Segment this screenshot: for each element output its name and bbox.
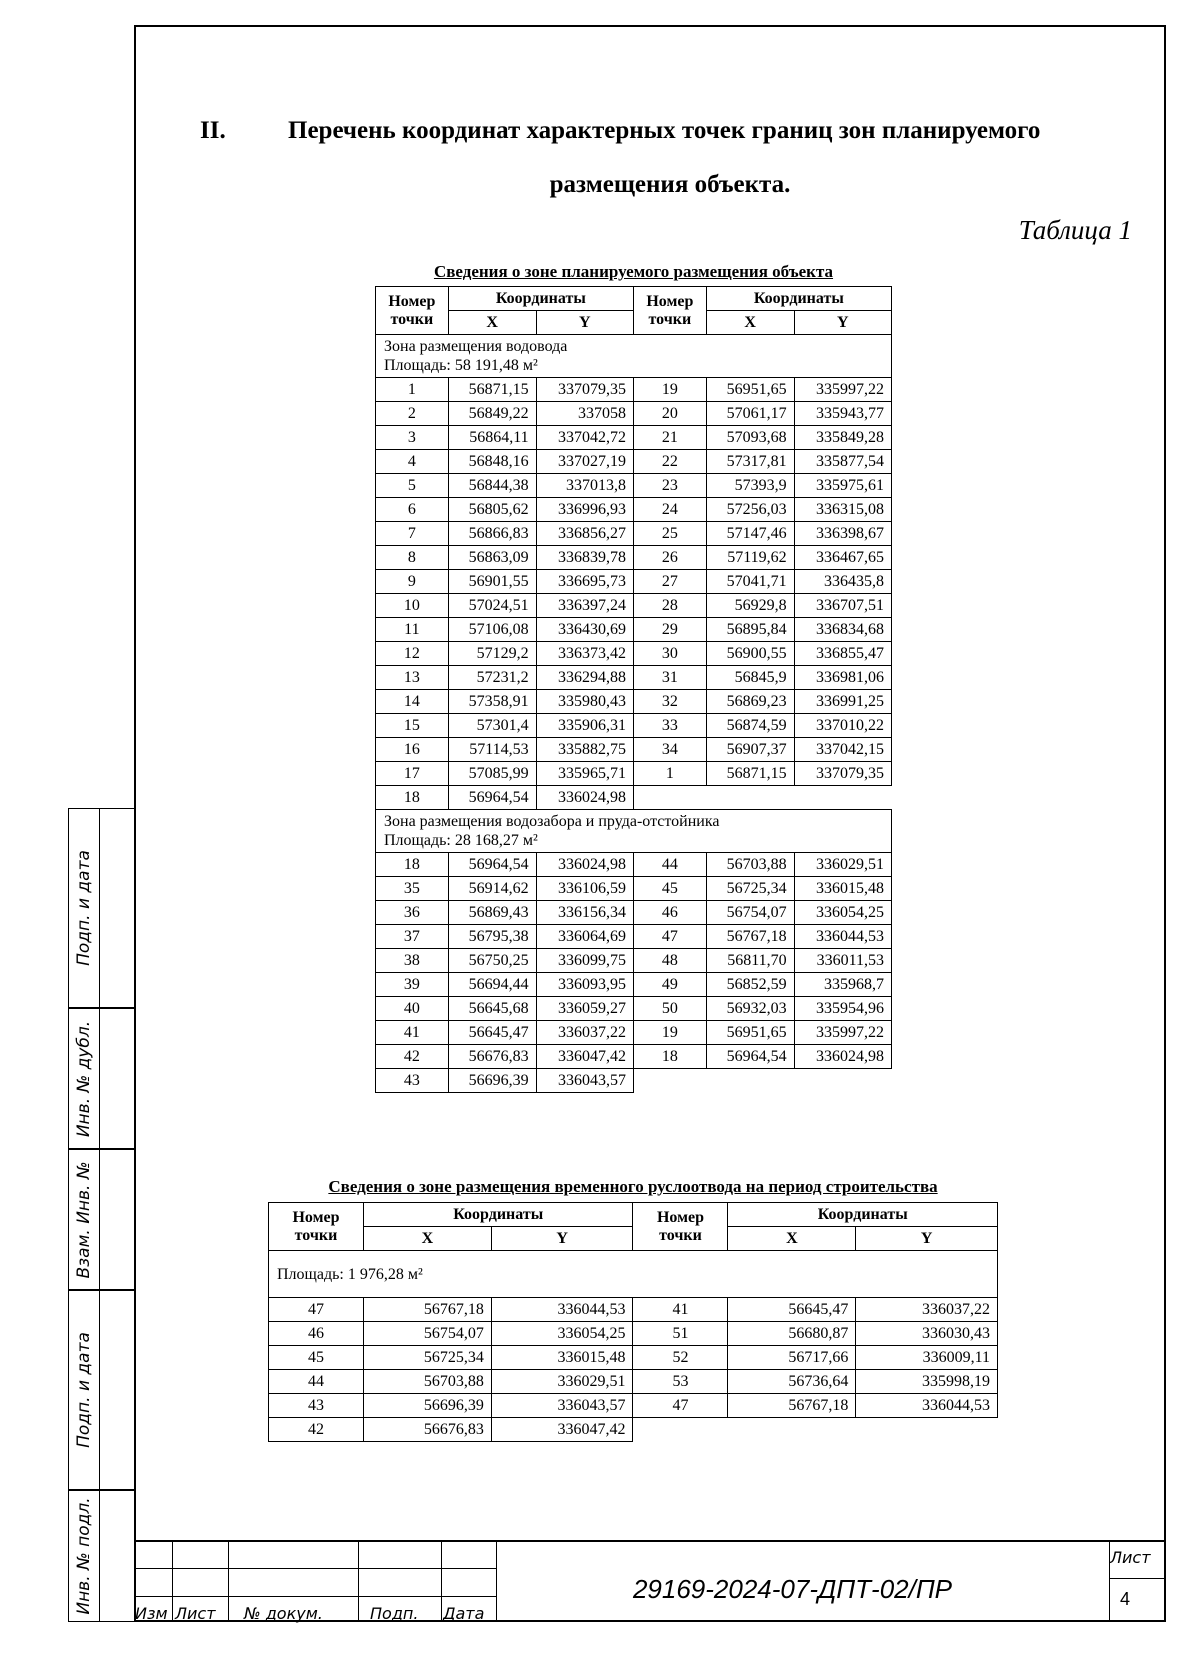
x-cell: 57024,51 — [448, 594, 536, 618]
header-y: Y — [856, 1227, 998, 1251]
y-cell: 336064,69 — [536, 925, 633, 949]
x-cell: 56964,54 — [448, 786, 536, 810]
y-cell: 336834,68 — [794, 618, 891, 642]
header-coords: Координаты — [706, 287, 891, 311]
zone-header-row — [269, 1251, 998, 1298]
side-stamp-cell — [68, 808, 134, 1008]
point-number-cell: 22 — [633, 450, 706, 474]
x-cell: 56717,66 — [728, 1346, 856, 1370]
table-row — [269, 1322, 998, 1346]
x-cell: 56811,70 — [706, 949, 794, 973]
x-cell: 57393,9 — [706, 474, 794, 498]
title-block-label: Дата — [443, 1604, 485, 1623]
table-row — [269, 1418, 998, 1442]
header-x: X — [448, 311, 536, 335]
y-cell: 335882,75 — [536, 738, 633, 762]
y-cell: 336044,53 — [856, 1394, 998, 1418]
x-cell: 56694,44 — [448, 973, 536, 997]
point-number-cell: 3 — [376, 426, 449, 450]
point-number-cell: 48 — [633, 949, 706, 973]
y-cell: 336099,75 — [536, 949, 633, 973]
header-x: X — [728, 1227, 856, 1251]
zone-header-row — [376, 810, 892, 853]
table-row — [376, 666, 892, 690]
table-row — [269, 1346, 998, 1370]
point-number-cell: 1 — [376, 378, 449, 402]
point-number-cell: 42 — [376, 1045, 449, 1069]
x-cell: 56849,22 — [448, 402, 536, 426]
point-number-cell: 2 — [376, 402, 449, 426]
x-cell: 56703,88 — [364, 1370, 492, 1394]
x-cell: 56866,83 — [448, 522, 536, 546]
x-cell: 56645,47 — [448, 1021, 536, 1045]
y-cell: 335997,22 — [794, 1021, 891, 1045]
point-number-cell: 43 — [269, 1394, 364, 1418]
x-cell: 56914,62 — [448, 877, 536, 901]
point-number-cell: 6 — [376, 498, 449, 522]
x-cell: 56863,09 — [448, 546, 536, 570]
x-cell: 56795,38 — [448, 925, 536, 949]
side-stamp-cell — [68, 1149, 134, 1290]
header-point-number: Номер точки — [269, 1203, 364, 1251]
point-number-cell: 45 — [633, 877, 706, 901]
side-stamp-label: Подп. и дата — [74, 850, 94, 966]
point-number-cell: 19 — [633, 378, 706, 402]
point-number-cell: 33 — [633, 714, 706, 738]
x-cell: 56869,23 — [706, 690, 794, 714]
point-number-cell: 47 — [269, 1298, 364, 1322]
point-number-cell: 8 — [376, 546, 449, 570]
y-cell: 336015,48 — [794, 877, 891, 901]
empty-cell — [706, 1069, 794, 1093]
title-block-label: Подп. — [370, 1604, 419, 1623]
point-number-cell: 18 — [376, 853, 449, 877]
table-row — [376, 474, 892, 498]
zone-name: Зона размещения водовода — [384, 338, 568, 355]
table-row — [376, 973, 892, 997]
x-cell: 56964,54 — [706, 1045, 794, 1069]
y-cell: 336044,53 — [491, 1298, 633, 1322]
y-cell: 335975,61 — [794, 474, 891, 498]
point-number-cell: 24 — [633, 498, 706, 522]
point-number-cell: 34 — [633, 738, 706, 762]
point-number-cell: 53 — [633, 1370, 728, 1394]
point-number-cell: 16 — [376, 738, 449, 762]
point-number-cell: 51 — [633, 1322, 728, 1346]
header-x: X — [706, 311, 794, 335]
title-block-label: Лист — [175, 1604, 216, 1623]
point-number-cell: 46 — [633, 901, 706, 925]
table-row — [376, 853, 892, 877]
x-cell: 56874,59 — [706, 714, 794, 738]
x-cell: 57129,2 — [448, 642, 536, 666]
table-row — [376, 901, 892, 925]
side-stamp-cell — [68, 1290, 134, 1490]
table-row — [376, 546, 892, 570]
table-label: Таблица 1 — [1018, 215, 1132, 245]
table-row — [269, 1298, 998, 1322]
x-cell: 56907,37 — [706, 738, 794, 762]
x-cell: 56900,55 — [706, 642, 794, 666]
x-cell: 56680,87 — [728, 1322, 856, 1346]
zone-name: Зона размещения водозабора и пруда-отстойника — [384, 813, 720, 830]
table-row — [376, 522, 892, 546]
table-row — [376, 738, 892, 762]
zone-area: Площадь: 1 976,28 м² — [277, 1265, 423, 1283]
y-cell: 336009,11 — [856, 1346, 998, 1370]
section-number: II. — [200, 117, 226, 144]
y-cell: 336037,22 — [536, 1021, 633, 1045]
zone-area: Площадь: 28 168,27 м² — [384, 832, 538, 849]
x-cell: 56951,65 — [706, 1021, 794, 1045]
point-number-cell: 20 — [633, 402, 706, 426]
header-y: Y — [491, 1227, 633, 1251]
point-number-cell: 35 — [376, 877, 449, 901]
y-cell: 336839,78 — [536, 546, 633, 570]
y-cell: 337079,35 — [536, 378, 633, 402]
point-number-cell: 28 — [633, 594, 706, 618]
header-y: Y — [794, 311, 891, 335]
point-number-cell: 18 — [633, 1045, 706, 1069]
y-cell: 337010,22 — [794, 714, 891, 738]
y-cell: 337042,72 — [536, 426, 633, 450]
sheet-number: 4 — [1120, 1589, 1131, 1609]
y-cell: 336435,8 — [794, 570, 891, 594]
table-row — [269, 1394, 998, 1418]
y-cell: 336047,42 — [491, 1418, 633, 1442]
y-cell: 336294,88 — [536, 666, 633, 690]
x-cell: 56901,55 — [448, 570, 536, 594]
x-cell: 56767,18 — [364, 1298, 492, 1322]
point-number-cell: 18 — [376, 786, 449, 810]
point-number-cell: 10 — [376, 594, 449, 618]
point-number-cell: 47 — [633, 1394, 728, 1418]
y-cell: 336059,27 — [536, 997, 633, 1021]
y-cell: 336996,93 — [536, 498, 633, 522]
side-stamp-label: Взам. Инв. № — [74, 1160, 94, 1279]
table1-caption: Сведения о зоне планируемого размещения объекта — [433, 262, 834, 281]
x-cell: 57114,53 — [448, 738, 536, 762]
point-number-cell: 30 — [633, 642, 706, 666]
x-cell: 57119,62 — [706, 546, 794, 570]
table-row — [376, 426, 892, 450]
point-number-cell: 1 — [633, 762, 706, 786]
point-number-cell: 47 — [633, 925, 706, 949]
x-cell: 56964,54 — [448, 853, 536, 877]
y-cell: 336044,53 — [794, 925, 891, 949]
point-number-cell: 29 — [633, 618, 706, 642]
y-cell: 336011,53 — [794, 949, 891, 973]
y-cell: 335997,22 — [794, 378, 891, 402]
y-cell: 336024,98 — [536, 853, 633, 877]
y-cell: 335906,31 — [536, 714, 633, 738]
x-cell: 57085,99 — [448, 762, 536, 786]
y-cell: 336029,51 — [794, 853, 891, 877]
point-number-cell: 40 — [376, 997, 449, 1021]
x-cell: 56725,34 — [706, 877, 794, 901]
y-cell: 337013,8 — [536, 474, 633, 498]
y-cell: 336398,67 — [794, 522, 891, 546]
point-number-cell: 44 — [269, 1370, 364, 1394]
table-row — [376, 786, 892, 810]
point-number-cell: 4 — [376, 450, 449, 474]
x-cell: 56645,68 — [448, 997, 536, 1021]
point-number-cell: 49 — [633, 973, 706, 997]
empty-cell — [856, 1418, 998, 1442]
point-number-cell: 7 — [376, 522, 449, 546]
y-cell: 336030,43 — [856, 1322, 998, 1346]
document-number: 29169-2024-07-ДПТ-02/ПР — [632, 1574, 953, 1604]
x-cell: 56805,62 — [448, 498, 536, 522]
x-cell: 56696,39 — [364, 1394, 492, 1418]
header-point-number: Номер точки — [633, 1203, 728, 1251]
header-y: Y — [536, 311, 633, 335]
point-number-cell: 42 — [269, 1418, 364, 1442]
y-cell: 336037,22 — [856, 1298, 998, 1322]
section-title-line1: Перечень координат характерных точек границ зон планируемого — [288, 117, 1041, 144]
y-cell: 336707,51 — [794, 594, 891, 618]
table-row — [376, 1021, 892, 1045]
y-cell: 337027,19 — [536, 450, 633, 474]
y-cell: 336024,98 — [794, 1045, 891, 1069]
point-number-cell: 38 — [376, 949, 449, 973]
y-cell: 336315,08 — [794, 498, 891, 522]
y-cell: 336054,25 — [491, 1322, 633, 1346]
x-cell: 56750,25 — [448, 949, 536, 973]
empty-cell — [794, 786, 891, 810]
x-cell: 57301,4 — [448, 714, 536, 738]
point-number-cell: 41 — [633, 1298, 728, 1322]
y-cell: 335965,71 — [536, 762, 633, 786]
point-number-cell: 23 — [633, 474, 706, 498]
y-cell: 335877,54 — [794, 450, 891, 474]
table-row — [376, 1069, 892, 1093]
table-row — [376, 402, 892, 426]
x-cell: 56725,34 — [364, 1346, 492, 1370]
point-number-cell: 46 — [269, 1322, 364, 1346]
y-cell: 337079,35 — [794, 762, 891, 786]
header-coords: Координаты — [448, 287, 633, 311]
point-number-cell: 21 — [633, 426, 706, 450]
point-number-cell: 36 — [376, 901, 449, 925]
table-row — [376, 949, 892, 973]
table-row — [376, 925, 892, 949]
empty-cell — [794, 1069, 891, 1093]
y-cell: 337058 — [536, 402, 633, 426]
x-cell: 57093,68 — [706, 426, 794, 450]
y-cell: 336015,48 — [491, 1346, 633, 1370]
x-cell: 57147,46 — [706, 522, 794, 546]
side-stamp-label: Подп. и дата — [74, 1332, 94, 1448]
table-row — [376, 450, 892, 474]
table2-caption: Сведения о зоне размещения временного руслоотвода на период строительства — [328, 1177, 938, 1196]
y-cell: 336024,98 — [536, 786, 633, 810]
y-cell: 336043,57 — [536, 1069, 633, 1093]
point-number-cell: 27 — [633, 570, 706, 594]
point-number-cell: 5 — [376, 474, 449, 498]
side-stamp-cell — [68, 1490, 134, 1622]
empty-cell — [633, 786, 706, 810]
table-row — [376, 762, 892, 786]
table-row — [376, 877, 892, 901]
x-cell: 56754,07 — [706, 901, 794, 925]
point-number-cell: 14 — [376, 690, 449, 714]
table2-coordinates — [268, 1202, 998, 1442]
point-number-cell: 45 — [269, 1346, 364, 1370]
point-number-cell: 52 — [633, 1346, 728, 1370]
y-cell: 336043,57 — [491, 1394, 633, 1418]
point-number-cell: 32 — [633, 690, 706, 714]
x-cell: 57256,03 — [706, 498, 794, 522]
y-cell: 336047,42 — [536, 1045, 633, 1069]
table-row — [376, 690, 892, 714]
y-cell: 336054,25 — [794, 901, 891, 925]
x-cell: 56848,16 — [448, 450, 536, 474]
x-cell: 56736,64 — [728, 1370, 856, 1394]
table-row — [376, 714, 892, 738]
x-cell: 57317,81 — [706, 450, 794, 474]
side-stamp-cell — [68, 1008, 134, 1149]
side-stamp-label: Инв. № подл. — [74, 1497, 94, 1615]
point-number-cell: 50 — [633, 997, 706, 1021]
x-cell: 56703,88 — [706, 853, 794, 877]
x-cell: 56767,18 — [706, 925, 794, 949]
x-cell: 57106,08 — [448, 618, 536, 642]
table-row — [376, 570, 892, 594]
y-cell: 336430,69 — [536, 618, 633, 642]
zone-header-row — [376, 335, 892, 378]
y-cell: 335849,28 — [794, 426, 891, 450]
section-title-line2: размещения объекта. — [549, 171, 791, 198]
empty-cell — [728, 1418, 856, 1442]
y-cell: 336981,06 — [794, 666, 891, 690]
side-stamp-label: Инв. № дубл. — [74, 1020, 94, 1137]
table-row — [376, 378, 892, 402]
empty-cell — [633, 1069, 706, 1093]
table-row — [376, 997, 892, 1021]
point-number-cell: 41 — [376, 1021, 449, 1045]
y-cell: 336991,25 — [794, 690, 891, 714]
table-row — [376, 1045, 892, 1069]
x-cell: 56676,83 — [448, 1045, 536, 1069]
y-cell: 335998,19 — [856, 1370, 998, 1394]
x-cell: 56844,38 — [448, 474, 536, 498]
x-cell: 56645,47 — [728, 1298, 856, 1322]
point-number-cell: 11 — [376, 618, 449, 642]
y-cell: 335954,96 — [794, 997, 891, 1021]
point-number-cell: 9 — [376, 570, 449, 594]
point-number-cell: 31 — [633, 666, 706, 690]
empty-cell — [706, 786, 794, 810]
y-cell: 336093,95 — [536, 973, 633, 997]
y-cell: 336373,42 — [536, 642, 633, 666]
header-point-number: Номер точки — [376, 287, 449, 335]
x-cell: 56676,83 — [364, 1418, 492, 1442]
point-number-cell: 17 — [376, 762, 449, 786]
x-cell: 56696,39 — [448, 1069, 536, 1093]
y-cell: 336029,51 — [491, 1370, 633, 1394]
x-cell: 57231,2 — [448, 666, 536, 690]
x-cell: 56929,8 — [706, 594, 794, 618]
x-cell: 57358,91 — [448, 690, 536, 714]
sheet-label: Лист — [1110, 1548, 1151, 1567]
x-cell: 56754,07 — [364, 1322, 492, 1346]
point-number-cell: 43 — [376, 1069, 449, 1093]
table-row — [376, 642, 892, 666]
x-cell: 56871,15 — [706, 762, 794, 786]
x-cell: 56951,65 — [706, 378, 794, 402]
point-number-cell: 12 — [376, 642, 449, 666]
y-cell: 336397,24 — [536, 594, 633, 618]
x-cell: 56852,59 — [706, 973, 794, 997]
y-cell: 337042,15 — [794, 738, 891, 762]
x-cell: 56895,84 — [706, 618, 794, 642]
x-cell: 56932,03 — [706, 997, 794, 1021]
zone-area: Площадь: 58 191,48 м² — [384, 357, 538, 374]
table-row — [376, 594, 892, 618]
point-number-cell: 44 — [633, 853, 706, 877]
point-number-cell: 25 — [633, 522, 706, 546]
title-block-label: № докум. — [244, 1604, 323, 1623]
header-point-number: Номер точки — [633, 287, 706, 335]
point-number-cell: 39 — [376, 973, 449, 997]
y-cell: 336695,73 — [536, 570, 633, 594]
empty-cell — [633, 1418, 728, 1442]
point-number-cell: 19 — [633, 1021, 706, 1045]
x-cell: 56864,11 — [448, 426, 536, 450]
x-cell: 57061,17 — [706, 402, 794, 426]
point-number-cell: 26 — [633, 546, 706, 570]
y-cell: 336856,27 — [536, 522, 633, 546]
y-cell: 335943,77 — [794, 402, 891, 426]
x-cell: 56869,43 — [448, 901, 536, 925]
title-block-label: Изм — [135, 1604, 168, 1623]
y-cell: 335980,43 — [536, 690, 633, 714]
table-row — [376, 618, 892, 642]
point-number-cell: 37 — [376, 925, 449, 949]
y-cell: 336855,47 — [794, 642, 891, 666]
y-cell: 336106,59 — [536, 877, 633, 901]
y-cell: 336156,34 — [536, 901, 633, 925]
header-coords: Координаты — [364, 1203, 633, 1227]
y-cell: 336467,65 — [794, 546, 891, 570]
header-x: X — [364, 1227, 492, 1251]
x-cell: 56845,9 — [706, 666, 794, 690]
table1-coordinates — [375, 286, 892, 1093]
header-coords: Координаты — [728, 1203, 998, 1227]
x-cell: 57041,71 — [706, 570, 794, 594]
table-row — [269, 1370, 998, 1394]
x-cell: 56767,18 — [728, 1394, 856, 1418]
point-number-cell: 13 — [376, 666, 449, 690]
y-cell: 335968,7 — [794, 973, 891, 997]
point-number-cell: 15 — [376, 714, 449, 738]
table-row — [376, 498, 892, 522]
x-cell: 56871,15 — [448, 378, 536, 402]
